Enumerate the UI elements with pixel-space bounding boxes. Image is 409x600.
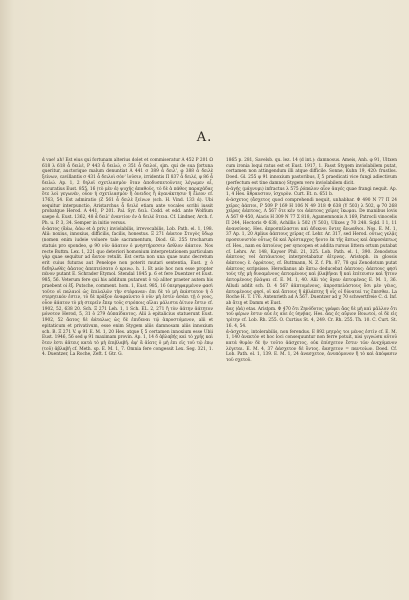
entry-paragraph: ἀ vae! ah! Est eius qui fortunam alterius dolet et commiseratur A 452 P 201 Ω 618 λ 618 ἆ δειλέ, P 443 ἆ δειλώ, σ 351 ἆ δειλοί, sim. qui de sua fortuna queritur, auctorique malum denuntiat A 441 σ 389 ἆ δειλ', φ 388 ἆ δειλὲ ξείνων, cavillantis σ 431 ἆ δειλοὶ σὸν' ἰοῦσιν, irridentis Π 837 ἆ δειλέ, φ 86 ἆ δειλώ. Ap. 1, 2 δηλοῖ σχετλιασμὸν ὅταν ἀποδυσπετοῦντες λέγωμεν αἶ, accuratius Eust. 855, 16 (τὸ μὲν ἀ) ψυχῆς ἀπαθοῦς, τὸ δὲ ἀ πάθος παραχάδας ὅτε λοὶ γεγωνέν, οὖον ἡ σχετλιασμὸν ἢ ὀνειδος ἢ ἀγανάκτησιν ἢ ἔλεον cf. 1763, 54. Est admiratio (Z 561 ἆ δειλὲ ξείνων (sch. H. Vind. 133 ἀ). Ubi sequitur interpunctio, Aristarchus ἆ δειλὲ etiam ante vocales scribi iussit probatque Herod. A 441, P 201. Pal. Syr. δειλ. Codd. et edd. ante Wolfium saepe ἆ. Eust. 1362, 48 ἆ δειλ' ἐναντίον ἐν ἀ δειλὲ ὅτεια. Cf. Lindner, Arch. f. Ph. u. P. 3, 34. Semper in initio versus. — [42, 158, 213, 226]
entry-paragraph: 1865 p. 281, Savelsb. qu. lez. 14 (d int.): damnosus. Ameis, Anh. φ 91, Ultxen cum ironia loqui ratus est et Eust. 1917, 1. Fasst Stygem inviolabilem putat, certamen non attingendum illi atque difficile. Sonne, Kuhn 19, 420: frustlos. Doed. Gl. 255 φ 91 innoxium pastoribus, ξ 5 praedicati vice fungi adiectivum (perfectum est tine damno) Stygem vero inviolabilem dicit. — [226, 158, 397, 186]
section-letter-heading: A. — [196, 130, 213, 145]
entry-paragraph: ἀ-άσχετος, intolerabilis, non ferendus. E 892 μητρὸς τοι μένος ἐστὶν cf. E. M. 1, 140 ἀνεκτὸν et hoc loci consequuntur non ferre potuit, nisi γιγνώσκ αὐτοῦ κατά θυμὸν δὲ ἡν τοῦτο ἀάσχετος, οὐκ ἐπίσχετον ἔστιν τῶν ἀνεχόμενον λέγεται. E. M. 4, 37 ἀάσχετον δὲ ὄντος. ἄασχετον = παντοίων. Doed. Cf. Lob. Path. el. 1, 139. E. M. 1, 24 ἀνασχετον, ἀνυπόμονον ἢ τὸ καὶ ἀπόφασιν τοῦ σχετοῦ. — [226, 329, 397, 364]
entry-paragraph: ἀ-άσχετος (ἄσχετος quod comprehendi nequit, unhabbar. Φ 490 Ν 77 Π 24 χεῖρες ἀάπτοι, Ρ 509 Ρ 169 Η 106 Ν 49 318 Φ 638 (Υ 503) λ 502, φ 70 268 χεῖρας ἀάπτους, Λ 567 ὅτε κὲν τοι ἀάπτους χεῖρες ἵκωμαι. De manibus lovis Α 567 Θ 450, Aiacis Η 309 Ν 77 Σ 818, Agamemnonis Λ 169, Patrocli vinocelis Π 244, Hectoris Φ 638, Achillis λ 502 (Υ 503), Ulixes χ 70 248. Sqld. I 1, 11 ἀνανεύνας. Hes. ἀπροσπέλαστοι καὶ ἀδικνοι ὄντες ἄνωαθιοι. Nos. E. M. 1, 37 Ap. 1, 20 Aplius ἀάπτους χεῖρας cf. Lehr. Ar. 317, sed Herod. οὖτως γελᾷς προσευνιστὸν οὖτως δὲ καὶ Ἀρίσταρχος ἥουτο ἐκ τῆς ἄπτως καὶ ἀπροσάπτως cf. Hes., nam ex ἀπτοίους per syncopen et addita rursus littera ortum putabat cf. Lehrs. Ar. 148, Kayser Phil. 21, 325. Lob. Path. el. 1, 390. Zenodotus ἀάπτους vel ἀπτάιατους interpretabatur ἀἰτρνας. Aristoph. in glossis ἀάπτους: ἐ. ὁρράτους, cf. Buttmann, N. Z. f. Ph. 87, 78 qui Zenodotum putat ἀάπτους scripsisse. Herodianus ab ἄπτω deducebat ἀάπτους: ἀάπτους φησὶ τοὺς τῆς μὴ δυναμένους ἀπτομένους καὶ βλαβῆναι ἢ καὶ ἐπίτευσιν καὶ ἥττον ἀπτομένους βλάψαι cf. E. M. 1, 40. Alii τὸς ἄγαν ἀπτομένας E. M. 1, 36. Alludi addit sch. D. 4 567 ἀἀπτομένους, ἀπροσπελάστους ὅσι μὲν γέιος, ἀπτομένους φησὶ, οἱ καὶ ἄπτους ἢ ἀβλάπτης ἢ οἷς οἱ δύναταί τις ἔπεσθαι. La Roche H. T. 176. Antenrieth ad A 567. Duentzer ad χ 70 schwertfreie C. d. Inf. ab ἄτιῃ et Damm et Eust. — [226, 198, 398, 306]
right-text-column — [226, 158, 397, 364]
entry-paragraph: ἀ-άατος (ἄάω, ἀάω et ἀ priv.) inviolabilis, irrevocabilis, Lob. Path. el. 1, 198. Alii: noxius, innoxius, difficilis, facilis, honestus. Ξ 271 ἀάατον Στυγὸς ὕδωρ (nomen enim iudeie voluere tale sacramentum, Diod. Gl. 255 trocharum statuis pro spondeo, φ 90 νῦν ἀάατον ὁ μνηστήρεσσιν ἄεθλον ἀάατον. Nos recte Buttm. Lex. 1, 221 quo deteriori homonium interpretationem particulam γὰρ quae sequitur ad ἄατον retulit. Est certa non una quae nunc decretum erit cuius futuras aut Penelope non poterit mutari sententia, Eust. χ ὁ δεδηλωθὲς ἀἀατος ἀπεπτείσατο ὁ κρινω. h. 1. Et asio hoc non esse propter πένον putant E. Schrader Etymol. Stendal 1845 p. 6 et fere Duentzer et Eust. 985, 56. Veterum fere qui his additum putarent ὁ τῷ aliter praeter autem his praebent oi ἐξ. Putsche, comment. hom. 1, Eust. 985, 16 ὑπερηφαρμένον φασὶ τοῦτο οἱ παλαιοὶ ὡς ἐπιλαλῶν τὴν στέφαναν: ἐπι δὲ τὸ μὴ ἐκάστατον ἡ ὅ στερητικόν ἐστιν, τὸ δὲ πρᾶξον ἀναφαίνετο ὁ νῦν μὴ ἐστίν ἀσάει τῇ ὁ γοος, οὖον ἀάατον τὸ μὴ στερεῖν ἔπερ τοῦς στρόποις αἴλαι μάλιστα ἀίτιον ἔστιν cf. 1902, 52, 638 20. Sch. Ξ 271 Leh. 1, 1 Sch. EL. 2, 271 ἢ τὸν ἀάτην ἀάτητον μόνοτον Herod, 5, 31 ὁ 279 ἀὐπαίδαυτος. Alii à epitalicius statuerunt Eust. 1902, 52 ἄατος δὲ ἀάταλως ὡς δὲ ἐπιδεναι τῷ ἀπροστόμενον, alii et epitaticum et privativum, esse enim Stygem aliis damnosam aliis innoxium sch. B. Ξ 271 V. φ 91 E. M. 1, 20 Hes. atque ξ 5 certamen innoxium esse Ubii Eust. 1946, 56 sed φ 91 maximam provin. Ap. 1, 14 δ ἀβλαβής καὶ τὸ χρῆς καὶ ὅτεν ἐστι ἀἀτεις κατὰ τὸ μὴ ἐπιβλαβῆ. ἀφ' ἅ ἀἰατς ὁ μὴ ἐπι εἰς τοῦ τῷ ἐπῳ (τοῦ) ἀβλαβῆ cf. Meth. sp. E. M. 1, 7. Omnia fere congessit Lex. Seg. 321, 1. 4. Duentzer, La Roche, Zeft. f. Gtr. G. — [42, 226, 213, 358]
left-text-column — [42, 158, 213, 358]
entry-paragraph: ἄας (ἀά) etas. Aristom. Φ 470 ὅτι Ζηνόδοτος γράφει ἄας δὲ μὴ καὶ μᾶλλον ὅτι τοῦ φέρων ἐστιν αὖε ἐς αὖε ἐς ὑηνβας. Hes. ἄας ἐς αὔριον Βοιωτοί, οἱ δὲ εἰς τρίτην cf. Lob. Rh. 255. O. Curtius St. 4, 249. Cr. Rh. 255. Th. 10. C. Curt. St. 16. 4, 54. — [226, 306, 397, 329]
entry-paragraph: ἀ-άγής (μάγνυμι) infractus λ 575 ῥόπαλον αἶον ἀαγές quae frangi nequit. Ap. 1, 4 Hes. ἄθραυστον, ἰσχυρὸν. Curt. Et. n. 651 b. — [226, 186, 397, 198]
